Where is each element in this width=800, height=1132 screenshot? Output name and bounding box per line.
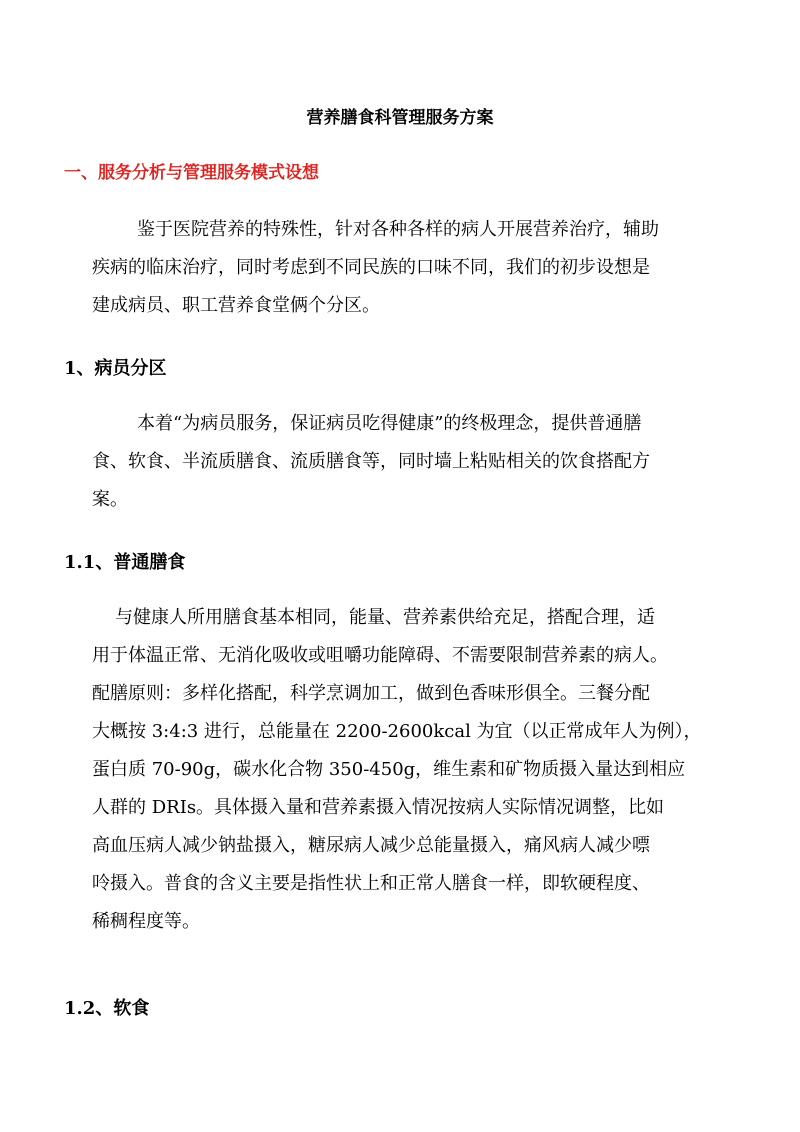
section-intro-paragraph: 鉴于医院营养的特殊性，针对各种各样的病人开展营养治疗，辅助 疾病的临床治疗，同时考虑到不同民族的口味不同，我们的初步设想是 建成病员、职工营养食堂俩个分区。 — [92, 219, 659, 316]
section-heading-service-analysis: 一、服务分析与管理服务模式设想 — [64, 163, 319, 183]
document-title: 营养膳食科管理服务方案 — [306, 108, 494, 128]
patient-area-paragraph: 本着“为病员服务，保证病员吃得健康”的终极理念，提供普通膳 食、软食、半流质膳食、流质膳食等，同时墙上粘贴相关的饮食搭配方 案。 — [92, 413, 650, 510]
regular-diet-paragraph: 与健康人所用膳食基本相同，能量、营养素供给充足，搭配合理，适 用于体温正常、无消化吸收或咀嚼功能障碍、不需要限制营养素的病人。 配膳原则：多样化搭配，科学烹调加工，做到色香味形俱全。三餐分配 大概按 3:4:3 进行，总能量在 2200-2600kcal 为宜（以正常成年人为例）， 蛋白质 70-90g，碳水化合物 350-450g，维生素和矿物质摄入量达到相应 人群的 DRIs。具体摄入量和营养素摄入情况按病人实际情况调整，比如 高血压病人减少钠盐摄入，糖尿病人减少总能量摄入，痛风病人减少嘌 呤摄入。普食的含义主要是指性状上和正常人膳食一样，即软硬程度、 稀稠程度等。 — [92, 607, 702, 932]
subsection-heading-soft-diet: 1.2、软食 — [64, 998, 150, 1019]
subsection-heading-patient-area: 1、病员分区 — [64, 358, 167, 379]
subsection-heading-regular-diet: 1.1、普通膳食 — [64, 552, 186, 573]
